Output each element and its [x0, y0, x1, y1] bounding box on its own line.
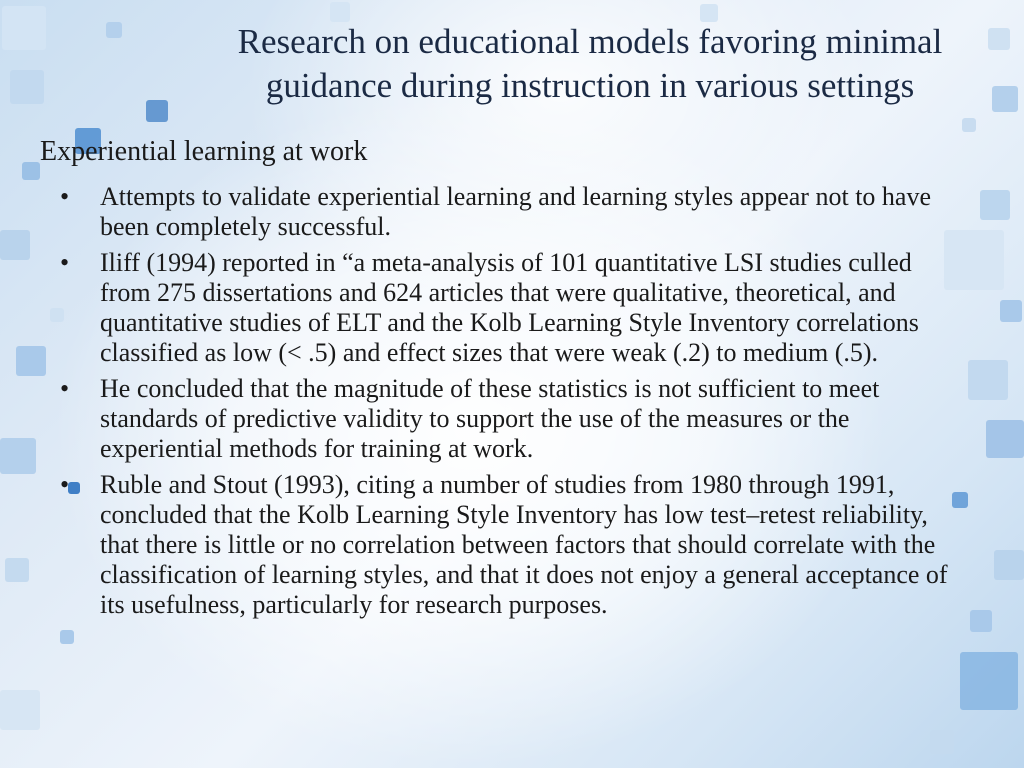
bullet-marker: • — [60, 470, 70, 499]
bullet-marker: • — [60, 182, 70, 211]
bullet-list — [58, 182, 968, 626]
bullet-text: Ruble and Stout (1993), citing a number of studies from 1980 through 1991, concluded that the Kolb Learning Style Inventory has low test–retest reliability, that there is little or no correlation between factors that should correlate with the classification of learning styles, and that it does not enjoy a general acceptance of its usefulness, particularly for research purposes. — [100, 470, 948, 619]
bullet-item — [58, 470, 968, 620]
bullet-marker: • — [60, 374, 70, 403]
bullet-text: Attempts to validate experiential learning and learning styles appear not to have been completely successful. — [100, 182, 931, 241]
bullet-marker: • — [60, 248, 70, 277]
slide-title-line-2: guidance during instruction in various settings — [265, 66, 915, 105]
section-subheading: Experiential learning at work — [40, 136, 368, 167]
bullet-item — [58, 374, 968, 464]
slide-title — [180, 20, 1000, 108]
bullet-item — [58, 248, 968, 368]
bullet-text: He concluded that the magnitude of these statistics is not sufficient to meet standards of predictive validity to support the use of the measures or the experiential methods for training at work. — [100, 374, 880, 463]
slide-title-line-1: Research on educational models favoring minimal — [237, 22, 943, 61]
bullet-item — [58, 182, 968, 242]
bullet-text: Iliff (1994) reported in “a meta-analysis of 101 quantitative LSI studies culled from 275 dissertations and 624 articles that were qualitative, theoretical, and quantitative studies of ELT and the Kolb Learning Style Inventory correlations classified as low (< .5) and effect sizes that were weak (.2) to medium (.5). — [100, 248, 919, 367]
